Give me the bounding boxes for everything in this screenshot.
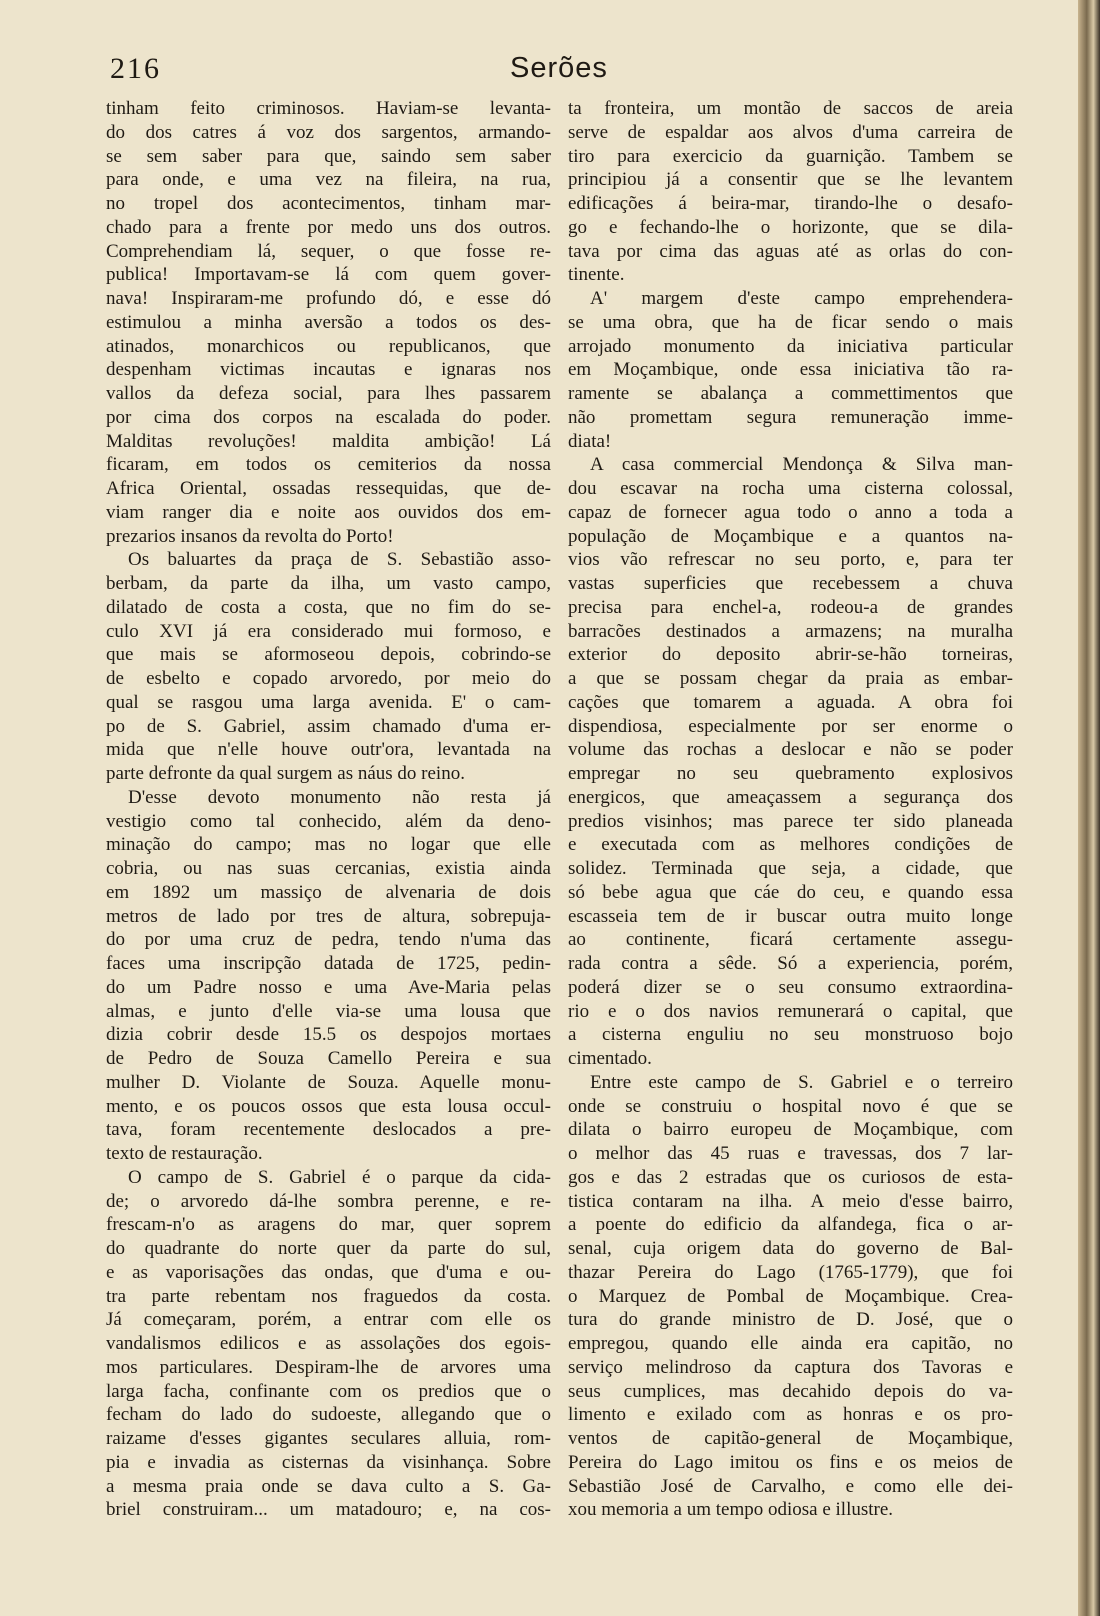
text-line: do dos catres á voz dos sargentos, armando- xyxy=(106,121,551,143)
text-line: publica! Importavam-se lá com quem gover- xyxy=(106,264,551,286)
text-line: prezarios insanos da revolta do Porto! xyxy=(106,525,394,547)
text-line: Africa Oriental, ossadas ressequidas, que de- xyxy=(106,478,551,499)
text-line: briel construiram... um matadouro; e, na cos- xyxy=(106,1499,551,1521)
text-line: almas, e junto d'elle via-se uma lousa que xyxy=(106,1000,551,1022)
page-header xyxy=(110,52,610,92)
text-line: exterior do deposito abrir-se-hão torneiras, xyxy=(568,644,1013,666)
page-edge-shadow xyxy=(1078,0,1100,1616)
text-line: edificações á beira-mar, tirando-lhe o desafo- xyxy=(568,193,1013,214)
text-line: o melhor das 45 ruas e travessas, dos 7 lar- xyxy=(568,1143,1013,1164)
text-line: po de S. Gabriel, assim chamado d'uma er- xyxy=(106,715,551,737)
text-line: rio e o dos navios remunerará o capital, que xyxy=(568,1000,1013,1022)
text-line: por cima dos corpos na escalada do poder. xyxy=(106,406,551,428)
text-line: ao continente, ficará certamente assegu- xyxy=(568,929,1013,951)
text-line: faces uma inscripção datada de 1725, pedin- xyxy=(106,953,551,974)
text-line: serve de espaldar aos alvos d'uma carreira de xyxy=(568,121,1013,143)
text-line: o Marquez de Pombal de Moçambique. Crea- xyxy=(568,1285,1013,1307)
text-line: estimulou a minha aversão a todos os des- xyxy=(106,311,551,333)
text-line: chado para a frente por medo uns dos outros. xyxy=(106,216,551,238)
text-line: mento, e os poucos ossos que esta lousa occul- xyxy=(106,1095,551,1117)
text-line: do um Padre nosso e uma Ave-Maria pelas xyxy=(106,976,551,998)
text-line: tava por cima das aguas até as orlas do con- xyxy=(568,240,1013,262)
text-line: minação do campo; mas no logar que elle xyxy=(106,834,551,856)
text-line: do quadrante do norte quer da parte do sul, xyxy=(106,1238,551,1259)
text-line: tistica contaram na ilha. A meio d'esse bairro, xyxy=(568,1190,1013,1212)
text-line: e executada com as melhores condições de xyxy=(568,834,1013,856)
text-line: arrojado monumento da iniciativa particular xyxy=(568,335,1013,357)
text-line: onde se construiu o hospital novo é que se xyxy=(568,1095,1013,1117)
text-line: se sem saber para que, saindo sem saber xyxy=(106,145,551,167)
text-line: barracões destinados a armazens; na muralha xyxy=(568,620,1013,642)
text-line: vallos da defeza social, para lhes passarem xyxy=(106,383,551,404)
text-line: do por uma cruz de pedra, tendo n'uma das xyxy=(106,929,551,951)
text-line: O campo de S. Gabriel é o parque da cida- xyxy=(128,1166,551,1188)
text-line: mos particulares. Despiram-lhe de arvores uma xyxy=(106,1356,551,1378)
text-line: em 1892 um massiço de alvenaria de dois xyxy=(106,881,551,903)
text-line: dilata o bairro europeu de Moçambique, com xyxy=(568,1119,1013,1141)
text-line: limento e exilado com as honras e os pro- xyxy=(568,1404,1013,1426)
text-line: dilatado de costa a costa, que no fim do se- xyxy=(106,596,551,618)
text-line: Malditas revoluções! maldita ambição! Lá xyxy=(106,430,551,452)
text-line: escasseia tem de ir buscar outra muito longe xyxy=(568,905,1013,927)
text-line: seus cumplices, mas decahido depois do va- xyxy=(568,1380,1013,1402)
text-line: a cisterna enguliu no seu monstruoso bojo xyxy=(568,1024,1013,1046)
text-line: nava! Inspiraram-me profundo dó, e esse dó xyxy=(106,288,551,309)
text-line: no tropel dos acontecimentos, tinham mar- xyxy=(106,193,551,214)
text-line: a mesma praia onde se dava culto a S. Ga- xyxy=(106,1475,551,1497)
text-line: mida que n'elle houve outr'ora, levantada na xyxy=(106,739,551,761)
text-line: de esbelto e copado arvoredo, por meio do xyxy=(106,668,551,689)
text-line: raizame d'esses gigantes seculares alluia, rom- xyxy=(106,1428,551,1449)
text-line: dou escavar na rocha uma cisterna colossal, xyxy=(568,478,1013,499)
text-line: pia e invadia as cisternas da visinhança. Sobre xyxy=(106,1451,551,1473)
text-line: principiou já a consentir que se lhe levantem xyxy=(568,169,1013,191)
text-line: capaz de fornecer agua todo o anno a toda a xyxy=(568,501,1013,523)
text-line: Já começaram, porém, a entrar com elle os xyxy=(106,1309,551,1331)
text-line: Comprehendiam lá, sequer, o que fosse re- xyxy=(106,240,551,262)
text-line: thazar Pereira do Lago (1765-1779), que foi xyxy=(568,1261,1013,1283)
text-line: ramente se abalança a commettimentos que xyxy=(568,383,1013,404)
text-line: tiro para exercicio da guarnição. Tambem se xyxy=(568,145,1013,167)
text-line: qual se rasgou uma larga avenida. E' o cam- xyxy=(106,691,551,713)
text-line: cações que tomarem a aguada. A obra foi xyxy=(568,691,1013,713)
text-line: gos e das 2 estradas que os curiosos de esta- xyxy=(568,1166,1013,1188)
running-title: Serões xyxy=(510,52,608,84)
text-line: poderá dizer se o seu consumo extraordina- xyxy=(568,976,1013,998)
text-line: precisa para enchel-a, rodeou-a de grandes xyxy=(568,596,1013,618)
text-line: xou memoria a um tempo odiosa e illustre. xyxy=(568,1499,894,1521)
text-line: Sebastião José de Carvalho, e como elle dei- xyxy=(568,1475,1013,1497)
text-line: larga facha, confinante com os predios que o xyxy=(106,1380,551,1402)
text-line: ficaram, em todos os cemiterios da nossa xyxy=(106,454,551,476)
text-line: vandalismos edilicos e as assolações dos egois- xyxy=(106,1333,551,1354)
text-line: a que se possam chegar da praia as embar- xyxy=(568,668,1013,689)
text-line: em Moçambique, onde essa iniciativa tão ra- xyxy=(568,359,1013,381)
text-line: atinados, monarchicos ou republicanos, que xyxy=(106,335,551,357)
text-line: energicos, que ameaçassem a segurança dos xyxy=(568,786,1013,808)
text-line: empregou, quando elle ainda era capitão, no xyxy=(568,1333,1013,1354)
text-line: de Pedro de Souza Camello Pereira e sua xyxy=(106,1048,551,1069)
text-line: berbam, da parte da ilha, um vasto campo, xyxy=(106,573,551,594)
text-line: parte defronte da qual surgem as náus do reino. xyxy=(106,763,465,784)
text-line: serviço melindroso da captura dos Tavoras e xyxy=(568,1356,1013,1378)
text-line: metros de lado por tres de altura, sobrepuja- xyxy=(106,905,551,927)
text-line: despenham victimas incautas e ignaras nos xyxy=(106,359,551,381)
text-line: se uma obra, que ha de ficar sendo o mais xyxy=(568,311,1013,333)
text-line: empregar no seu quebramento explosivos xyxy=(568,763,1013,784)
text-line: go e fechando-lhe o horizonte, que se dila- xyxy=(568,216,1013,238)
text-line: para onde, e uma vez na fileira, na rua, xyxy=(106,169,551,191)
text-line: texto de restauração. xyxy=(106,1143,263,1164)
text-line: tinente. xyxy=(568,264,625,286)
text-line: cobria, ou nas suas cercanias, existia ainda xyxy=(106,858,551,879)
text-line: A' margem d'este campo emprehendera- xyxy=(590,288,1013,309)
text-line: Os baluartes da praça de S. Sebastião asso- xyxy=(128,549,551,571)
text-line: Entre este campo de S. Gabriel e o terreiro xyxy=(590,1071,1013,1093)
text-line: população de Moçambique e a quantos na- xyxy=(568,525,1013,547)
text-line: ta fronteira, um montão de saccos de areia xyxy=(568,98,1013,119)
text-line: dispendiosa, especialmente por ser enorme o xyxy=(568,715,1013,737)
text-line: a poente do edificio da alfandega, fica o ar- xyxy=(568,1214,1013,1236)
text-line: vios vão refrescar no seu porto, e, para ter xyxy=(568,549,1013,571)
text-line: solidez. Terminada que seja, a cidade, que xyxy=(568,858,1013,879)
text-line: dizia cobrir desde 15.5 os despojos mortaes xyxy=(106,1024,551,1046)
text-line: tinham feito criminosos. Haviam-se levanta- xyxy=(106,98,551,119)
text-line: que mais se aformoseou depois, cobrindo-se xyxy=(106,644,551,666)
text-line: frescam-n'o as aragens do mar, quer soprem xyxy=(106,1214,551,1236)
left-text-column xyxy=(106,97,551,1522)
text-line: só bebe agua que cáe do ceu, e quando essa xyxy=(568,881,1013,903)
text-line: ventos de capitão-general de Moçambique, xyxy=(568,1428,1013,1449)
text-line: predios visinhos; mas parece ter sido planeada xyxy=(568,810,1013,832)
text-line: fecham do lado do sudoeste, allegando que o xyxy=(106,1404,551,1426)
text-line: viam ranger dia e noite aos ouvidos dos em- xyxy=(106,501,551,523)
text-line: de; o arvoredo dá-lhe sombra perenne, e re- xyxy=(106,1190,551,1212)
text-line: tava, foram recentemente deslocados a pre- xyxy=(106,1119,551,1141)
text-line: D'esse devoto monumento não resta já xyxy=(128,786,551,808)
text-line: vastas superficies que recebessem a chuva xyxy=(568,573,1013,594)
text-line: cimentado. xyxy=(568,1048,652,1069)
text-line: diata! xyxy=(568,430,612,452)
text-line: A casa commercial Mendonça & Silva man- xyxy=(590,454,1013,476)
text-line: e as vaporisações das ondas, que d'uma e ou- xyxy=(106,1261,551,1283)
right-text-column xyxy=(568,97,1013,1522)
page-number: 216 xyxy=(110,52,161,85)
text-line: senal, cuja origem data do governo de Bal- xyxy=(568,1238,1013,1259)
text-line: tura do grande ministro de D. José, que o xyxy=(568,1309,1013,1331)
text-line: vestigio como tal conhecido, além da deno- xyxy=(106,810,551,832)
text-line: mulher D. Violante de Souza. Aquelle monu- xyxy=(106,1071,551,1093)
text-line: culo XVI já era considerado mui formoso, e xyxy=(106,620,551,642)
text-line: volume das rochas a deslocar e não se poder xyxy=(568,739,1013,761)
text-line: rada contra a sêde. Só a experiencia, porém, xyxy=(568,953,1013,974)
text-line: Pereira do Lago imitou os fins e os meios de xyxy=(568,1451,1013,1473)
text-line: não promettam segura remuneração imme- xyxy=(568,406,1013,428)
text-line: tra parte rebentam nos fraguedos da costa. xyxy=(106,1285,551,1307)
